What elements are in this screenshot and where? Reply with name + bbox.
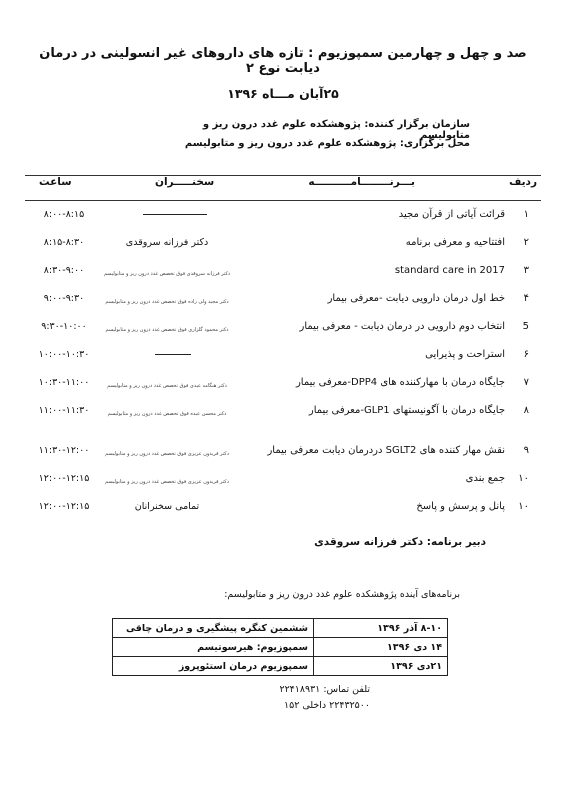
upcoming-row: [113, 638, 448, 657]
upcoming-title: برنامه‌های آینده پژوهشکده علوم غدد درون ریز و متابولیسم:: [224, 589, 460, 600]
row-program: جمع بندی: [465, 473, 505, 484]
row-time: ۹:۰۰-۹:۳۰: [43, 293, 85, 304]
row-time: ۹:۳۰-۱۰:۰۰: [41, 321, 87, 332]
row-speaker: دکتر فرزانه سروقدی: [125, 237, 209, 248]
row-program: استراحت و پذیرایی: [425, 349, 505, 360]
schedule-row: [25, 348, 541, 376]
schedule-row: [25, 404, 541, 432]
row-time: ۸:۱۵-۸:۳۰: [43, 237, 85, 248]
row-number: ۷: [523, 377, 529, 388]
row-speaker: دکتر محمود گلزاری فوق تخصص غدد درون ریز و متابولیسم: [105, 327, 229, 333]
row-number: ۱: [523, 209, 529, 220]
schedule-row: [25, 292, 541, 320]
row-speaker: دکتر هنگامه عبدی فوق تخصص غدد درون ریز و متابولیسم: [107, 383, 227, 389]
row-time: ۱۰:۰۰-۱۰:۳۰: [38, 349, 90, 360]
header-program: بـــرنــــــــامــــــــــه: [308, 176, 415, 188]
schedule-row: [25, 444, 541, 472]
schedule-row: [25, 264, 541, 292]
speaker-blank-line: [155, 354, 191, 355]
row-number: ۹: [523, 445, 529, 456]
schedule-row: [25, 236, 541, 264]
program-secretary: دبیر برنامه: دکتر فرزانه سروقدی: [314, 536, 486, 548]
row-program: standard care in 2017: [394, 265, 505, 276]
upcoming-event-name: سمپوزیوم: هیرسوتیسم: [113, 638, 314, 657]
header-time: ساعت: [39, 176, 72, 188]
row-program: انتخاب دوم دارویی در درمان دیابت - معرفی بیمار: [299, 321, 505, 332]
row-time: ۱۰:۳۰-۱۱:۰۰: [38, 377, 90, 388]
venue-line: محل برگزاری: پژوهشکده علوم غدد درون ریز و متابولیسم: [184, 138, 470, 149]
row-number: ۲: [523, 237, 529, 248]
row-program: نقش مهار کننده های SGLT2 دردرمان دیابت معرفی بیمار: [267, 445, 505, 456]
upcoming-row: [113, 657, 448, 676]
page-title: صد و چهل و چهارمین سمپوزیوم : تازه های داروهای غیر انسولینی در درمان دیابت نوع ۲: [39, 46, 527, 76]
schedule-row: [25, 320, 541, 348]
row-number: ۸: [523, 405, 529, 416]
contact-phone-ext: ۲۲۴۳۲۵۰۰ داخلی ۱۵۲: [284, 700, 370, 711]
row-time: ۱۲:۰۰-۱۲:۱۵: [38, 501, 90, 512]
upcoming-row: [113, 619, 448, 638]
row-program: خط اول درمان دارویی دیابت -معرفی بیمار: [327, 293, 505, 304]
row-time: ۸:۳۰-۹:۰۰: [43, 265, 85, 276]
row-program: پانل و پرسش و پاسخ: [416, 501, 505, 512]
contact-phone: تلفن تماس: ۲۲۴۱۸۹۳۱: [279, 684, 370, 695]
header-speakers: سخنـــــران: [155, 176, 215, 188]
row-speaker: دکتر فرزانه سروقدی فوق تخصص غدد درون ریز و متابولیسم: [103, 271, 231, 277]
row-program: جایگاه درمان با مهارکننده های DPP4-معرفی بیمار: [295, 377, 505, 388]
row-time: ۱۱:۰۰-۱۱:۳۰: [38, 405, 90, 416]
schedule-row: [25, 472, 541, 500]
schedule-row: [25, 208, 541, 236]
row-number: ۱۰: [518, 473, 529, 484]
event-date: ۲۵آبان مـــاه ۱۳۹۶: [227, 86, 339, 101]
upcoming-event-name: ششمین کنگره پیشگیری و درمان چاقی: [113, 619, 314, 638]
upcoming-event-date: ۱۴ دی ۱۳۹۶: [314, 638, 448, 657]
row-program: جایگاه درمان با آگونیستهای GLP1-معرفی بیمار: [308, 405, 505, 416]
row-number: ۴: [523, 293, 529, 304]
row-number: ۱۰: [518, 501, 529, 512]
row-speaker: دکتر محسن عبده فوق تخصص غدد درون ریز و متابولیسم: [107, 411, 227, 417]
row-number: ۳: [523, 265, 529, 276]
upcoming-event-date: ۲۱دی ۱۳۹۶: [314, 657, 448, 676]
row-number: 5: [522, 321, 529, 332]
upcoming-event-date: ۸-۱۰ آذر ۱۳۹۶: [314, 619, 448, 638]
upcoming-event-name: سمپوزیوم درمان استئوپروز: [113, 657, 314, 676]
upcoming-table: [112, 618, 448, 676]
schedule-row: [25, 376, 541, 404]
row-speaker: دکتر فریدون عزیزی فوق تخصص غدد درون ریز و متابولیسم: [105, 451, 229, 457]
schedule-row: [25, 500, 541, 528]
header-row: ردیف: [509, 176, 537, 188]
row-speaker: تمامی سخنرانان: [134, 501, 200, 512]
row-number: ۶: [523, 349, 529, 360]
row-time: ۱۲:۰۰-۱۲:۱۵: [38, 473, 90, 484]
row-speaker: دکتر فریدون عزیزی فوق تخصص غدد درون ریز و متابولیسم: [105, 479, 229, 485]
row-time: ۸:۰۰-۸:۱۵: [43, 209, 85, 220]
speaker-blank-line: [143, 214, 207, 215]
row-speaker: دکتر مجید ولی زاده فوق تخصص غدد درون ریز و متابولیسم: [105, 299, 229, 305]
row-program: قرائت آیاتی از قرآن مجید: [398, 209, 505, 220]
organizer-line: سازمان برگزار کننده: پژوهشکده علوم غدد درون ریز و متابولیسم: [202, 119, 470, 141]
row-time: ۱۱:۳۰-۱۲:۰۰: [38, 445, 90, 456]
row-program: افتتاحیه و معرفی برنامه: [405, 237, 505, 248]
